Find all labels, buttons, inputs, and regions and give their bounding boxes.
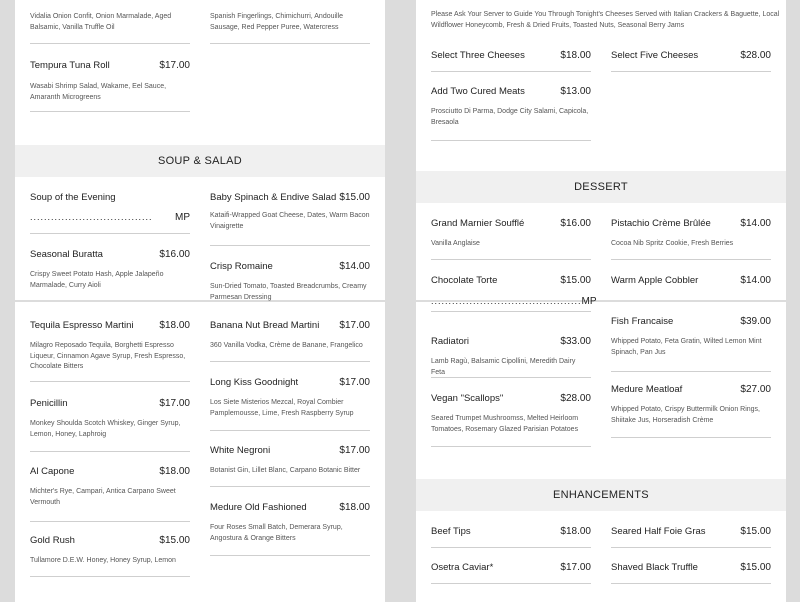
item-description: Whipped Potato, Crispy Buttermilk Onion Rings, Shiitake Jus, Horseradish Crème bbox=[611, 406, 761, 424]
item-price: $13.00 bbox=[560, 86, 591, 97]
item-name: Baby Spinach & Endive Salad bbox=[210, 192, 337, 203]
item-description: Michter's Rye, Campari, Antica Carpano Sweet Vermouth bbox=[30, 488, 176, 506]
price-leader-dots: ................................... bbox=[30, 212, 153, 222]
menu-item bbox=[210, 320, 370, 362]
item-name: Seasonal Buratta bbox=[30, 249, 103, 260]
menu-page-bottom-right bbox=[416, 296, 786, 602]
item-description: Spanish Fingerlings, Chimichurri, Andouille Sausage, Red Pepper Puree, Watercress bbox=[210, 13, 344, 31]
item-description: Vidalia Onion Confit, Onion Marmalade, Aged Balsamic, Vanilla Truffle Oil bbox=[30, 13, 172, 31]
menu-item bbox=[210, 445, 370, 487]
menu-item bbox=[611, 562, 771, 584]
section-header-dessert: DESSERT bbox=[416, 171, 786, 203]
item-price: $28.00 bbox=[740, 50, 771, 61]
item-description: Seared Trumpet Mushroomss, Melted Heirloom Tomatoes, Rosemary Glazed Parisian Potatoes bbox=[431, 415, 579, 433]
section-header-soup-salad: SOUP & SALAD bbox=[15, 145, 385, 177]
menu-item bbox=[30, 466, 190, 522]
item-name: Gold Rush bbox=[30, 535, 75, 546]
item-price: $14.00 bbox=[740, 275, 771, 286]
menu-item bbox=[431, 50, 591, 72]
item-price: $14.00 bbox=[339, 261, 370, 272]
item-name: Medure Old Fashioned bbox=[210, 502, 307, 513]
menu-item bbox=[431, 393, 591, 447]
item-description: Cocoa Nib Spritz Cookie, Fresh Berries bbox=[611, 240, 734, 247]
section-header-enhancements: ENHANCEMENTS bbox=[416, 479, 786, 511]
menu-item bbox=[210, 502, 370, 556]
item-price: $17.00 bbox=[159, 60, 190, 71]
item-price: MP bbox=[175, 212, 190, 223]
price-leader-dots: ........................................... bbox=[431, 296, 582, 306]
menu-item bbox=[431, 296, 597, 312]
menu-page-bottom-left bbox=[15, 302, 385, 602]
item-price: $16.00 bbox=[560, 218, 591, 229]
item-description: 360 Vanilla Vodka, Crème de Banane, Frangelico bbox=[210, 342, 363, 349]
item-name: Fish Francaise bbox=[611, 316, 674, 327]
item-price: $18.00 bbox=[339, 502, 370, 513]
menu-item bbox=[611, 384, 771, 438]
menu-item bbox=[210, 0, 370, 44]
menu-item bbox=[431, 86, 591, 141]
item-description: Los Siete Misterios Mezcal, Royal Combier Pamplemousse, Lime, Fresh Raspberry Syrup bbox=[210, 399, 354, 417]
item-description: Sun-Dried Tomato, Toasted Breadcrumbs, Creamy Parmesan Dressing bbox=[210, 283, 367, 301]
item-name: Banana Nut Bread Martini bbox=[210, 320, 320, 331]
item-name: Tequila Espresso Martini bbox=[30, 320, 134, 331]
item-description: Lamb Ragù, Balsamic Cipollini, Meredith Dairy Feta bbox=[431, 358, 576, 376]
item-name: Tempura Tuna Roll bbox=[30, 60, 110, 71]
item-name: Select Five Cheeses bbox=[611, 50, 699, 61]
menu-item bbox=[611, 218, 771, 260]
item-description: Vanilla Anglaise bbox=[431, 240, 480, 247]
item-price: $17.00 bbox=[339, 445, 370, 456]
item-description: Monkey Shoulda Scotch Whiskey, Ginger Syrup, Lemon, Honey, Laphroig bbox=[30, 420, 181, 438]
item-name: Al Capone bbox=[30, 466, 75, 477]
item-price: $27.00 bbox=[740, 384, 771, 395]
item-name: White Negroni bbox=[210, 445, 271, 456]
item-price: $15.00 bbox=[740, 562, 771, 573]
menu-item bbox=[431, 526, 591, 548]
menu-item bbox=[30, 0, 190, 44]
item-name: Chocolate Torte bbox=[431, 275, 498, 286]
item-name: Warm Apple Cobbler bbox=[611, 275, 699, 286]
item-name: Soup of the Evening bbox=[30, 192, 116, 203]
item-description: Prosciutto Di Parma, Dodge City Salami, Capicola, Bresaola bbox=[431, 108, 589, 126]
item-name: Shaved Black Truffle bbox=[611, 562, 698, 573]
item-price: $39.00 bbox=[740, 316, 771, 327]
item-price: $33.00 bbox=[560, 336, 591, 347]
menu-page-top-left bbox=[15, 0, 385, 300]
item-name: Vegan "Scallops" bbox=[431, 393, 504, 404]
item-price: $14.00 bbox=[740, 218, 771, 229]
menu-item bbox=[30, 398, 190, 452]
menu-item bbox=[30, 192, 190, 234]
menu-item bbox=[30, 60, 190, 112]
item-description: Four Roses Small Batch, Demerara Syrup, Angostura & Orange Bitters bbox=[210, 524, 343, 542]
menu-item bbox=[611, 50, 771, 72]
menu-item bbox=[431, 562, 591, 584]
item-name: Penicillin bbox=[30, 398, 68, 409]
menu-item bbox=[431, 336, 591, 378]
item-price: $28.00 bbox=[560, 393, 591, 404]
item-name: Crisp Romaine bbox=[210, 261, 273, 272]
item-name: Beef Tips bbox=[431, 526, 471, 537]
item-price: $18.00 bbox=[560, 526, 591, 537]
item-name: Medure Meatloaf bbox=[611, 384, 683, 395]
menu-item bbox=[210, 377, 370, 431]
menu-item bbox=[611, 316, 771, 372]
item-price: $18.00 bbox=[159, 466, 190, 477]
menu-item bbox=[30, 535, 190, 577]
menu-item bbox=[30, 249, 190, 305]
menu-item bbox=[210, 192, 370, 246]
item-name: Long Kiss Goodnight bbox=[210, 377, 299, 388]
item-description: Milagro Reposado Tequila, Borghetti Espresso Liqueur, Cinnamon Agave Syrup, Fresh Espresso, Chocolate Bitters bbox=[30, 342, 186, 370]
item-price: $16.00 bbox=[159, 249, 190, 260]
item-price: MP bbox=[581, 296, 597, 307]
item-description: Wasabi Shrimp Salad, Wakame, Eel Sauce, Amaranth Microgreens bbox=[30, 83, 167, 101]
item-description: Botanist Gin, Lillet Blanc, Carpano Botanic Bitter bbox=[210, 467, 361, 474]
item-name: Seared Half Foie Gras bbox=[611, 526, 706, 537]
item-price: $18.00 bbox=[560, 50, 591, 61]
item-price: $17.00 bbox=[339, 320, 370, 331]
item-price: $17.00 bbox=[339, 377, 370, 388]
item-price: $15.00 bbox=[159, 535, 190, 546]
menu-item bbox=[210, 261, 370, 305]
item-description: Tullamore D.E.W. Honey, Honey Syrup, Lemon bbox=[30, 557, 176, 564]
menu-page-top-right bbox=[416, 0, 786, 300]
menu-item bbox=[30, 320, 190, 382]
cheese-intro-text: Please Ask Your Server to Guide You Through Tonight's Cheeses Served with Italian Crackers & Baguette, Local Wildflower Honeycomb, Fresh & Dried Fruits, Toasted Nuts, Seasonal Berry Jams bbox=[431, 11, 780, 29]
item-description: Whipped Potato, Feta Gratin, Wilted Lemon Mint Spinach, Pan Jus bbox=[611, 338, 762, 356]
item-price: $17.00 bbox=[159, 398, 190, 409]
item-price: $15.00 bbox=[339, 192, 370, 203]
item-price: $18.00 bbox=[159, 320, 190, 331]
menu-item bbox=[611, 526, 771, 548]
item-name: Grand Marnier Soufflé bbox=[431, 218, 525, 229]
item-description: Crispy Sweet Potato Hash, Apple Jalapeño Marmalade, Curry Aioli bbox=[30, 271, 164, 289]
item-name: Add Two Cured Meats bbox=[431, 86, 525, 97]
item-name: Select Three Cheeses bbox=[431, 50, 525, 61]
item-name: Pistachio Crème Brûlée bbox=[611, 218, 711, 229]
menu-item bbox=[611, 275, 771, 305]
item-price: $15.00 bbox=[740, 526, 771, 537]
item-price: $17.00 bbox=[560, 562, 591, 573]
item-name: Osetra Caviar* bbox=[431, 562, 494, 573]
item-description: Kataifi-Wrapped Goat Cheese, Dates, Warm Bacon Vinaigrette bbox=[210, 212, 370, 230]
item-name: Radiatori bbox=[431, 336, 470, 347]
menu-item bbox=[431, 218, 591, 260]
item-price: $15.00 bbox=[560, 275, 591, 286]
